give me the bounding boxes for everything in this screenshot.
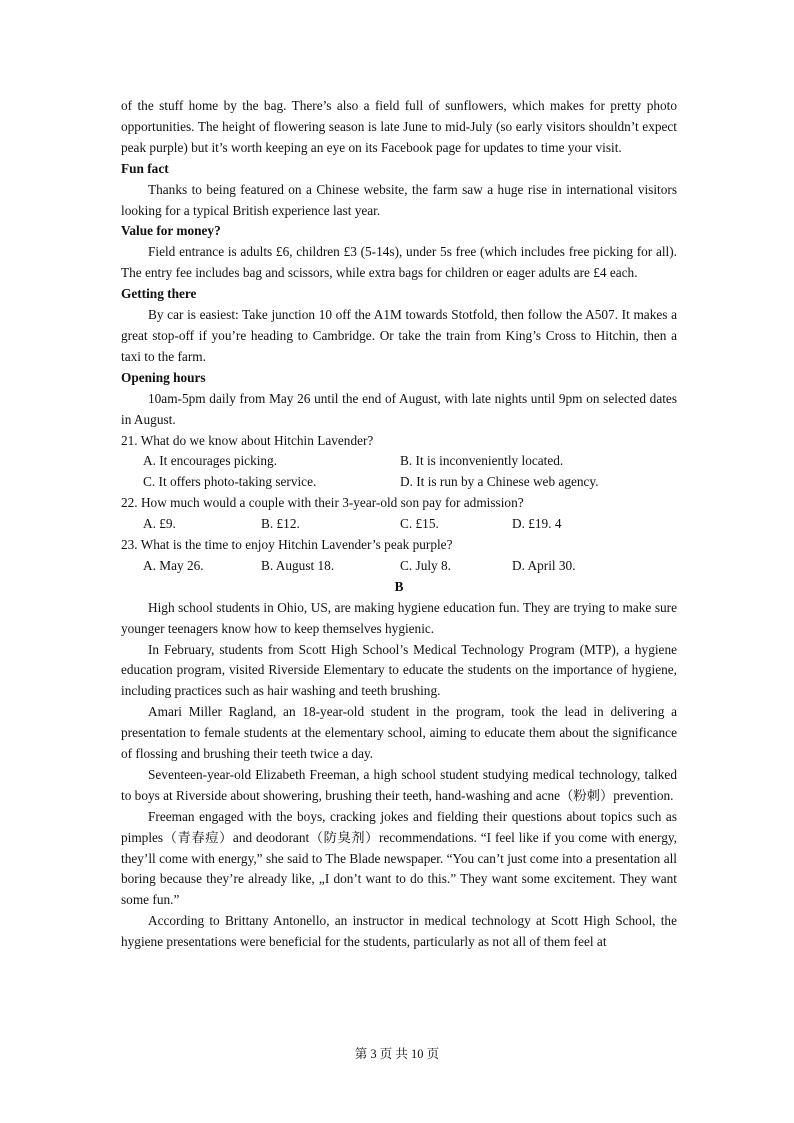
question-23-option-c: C. July 8. (400, 557, 451, 573)
value-text: Field entrance is adults £6, children £3 (5-14s), under 5s free (which includes free picking for all). The entry fee includes bag and scissors, while extra bags for children or eager adults are £4 each. (121, 244, 677, 281)
question-22-option-b: B. £12. (261, 516, 300, 532)
question-21-stem: 21. What do we know about Hitchin Lavender? (121, 432, 374, 448)
getting-there-text: By car is easiest: Take junction 10 off the A1M towards Stotfold, then follow the A507. It makes a great stop-off if you’re heading to Cambridge. Or take the train from King’s Cross to Hitchin, then a taxi to the farm. (121, 307, 677, 364)
question-21-options-row-2 (121, 472, 677, 493)
page-content (121, 96, 677, 953)
question-22-option-d: D. £19. 4 (512, 516, 562, 532)
question-23-option-d: D. April 30. (512, 557, 576, 573)
question-21-options-row-1 (121, 451, 677, 472)
question-22-options (121, 514, 677, 535)
question-23-option-a: A. May 26. (143, 557, 204, 573)
question-21-option-b: B. It is inconveniently located. (400, 453, 564, 469)
question-22-option-a: A. £9. (143, 516, 176, 532)
passage-b-paragraph: High school students in Ohio, US, are making hygiene education fun. They are trying to make sure younger teenagers know how to keep themselves hygienic. (121, 599, 677, 636)
question-23-options (121, 556, 677, 577)
question-22-option-c: C. £15. (400, 516, 439, 532)
passage-b-paragraph: Freeman engaged with the boys, cracking jokes and fielding their questions about topics such as pimples（青春痘）and deodorant（防臭剂）recommendations. “I feel like if you come with energy, they’ll come with energy,” she said to The Blade newspaper. “You can’t just come into a presentation all boring because they’re already like, „I don’t want to do this.” They want some excitement. They want some fun.” (121, 808, 677, 908)
question-23-stem: 23. What is the time to enjoy Hitchin Lavender’s peak purple? (121, 536, 453, 552)
passage-b-paragraph: Seventeen-year-old Elizabeth Freeman, a high school student studying medical technology, talked to boys at Riverside about showering, brushing their teeth, hand-washing and acne（粉刺）prevention. (121, 766, 677, 803)
page-number-footer: 第 3 页 共 10 页 (354, 1047, 440, 1061)
section-b-label: B (394, 578, 404, 594)
passage-a-intro-tail: of the stuff home by the bag. There’s also a field full of sunflowers, which makes for pretty photo opportunities. The height of flowering season is late June to mid-July (so early visitors shouldn’t expect peak purple) but it’s worth keeping an eye on its Facebook page for updates to time your visit. (121, 98, 677, 155)
question-21-option-d: D. It is run by a Chinese web agency. (400, 474, 599, 490)
fun-fact-text: Thanks to being featured on a Chinese website, the farm saw a huge rise in international visitors looking for a typical British experience last year. (121, 181, 677, 218)
passage-b-paragraph: According to Brittany Antonello, an instructor in medical technology at Scott High School, the hygiene presentations were beneficial for the students, particularly as not all of them feel at (121, 913, 677, 950)
question-23-option-b: B. August 18. (261, 557, 335, 573)
heading-fun-fact: Fun fact (121, 160, 169, 176)
opening-hours-text: 10am-5pm daily from May 26 until the end of August, with late nights until 9pm on selected dates in August. (121, 390, 677, 427)
heading-opening-hours: Opening hours (121, 369, 206, 385)
heading-value-for-money: Value for money? (121, 223, 221, 239)
passage-b-paragraph: In February, students from Scott High School’s Medical Technology Program (MTP), a hygiene education program, visited Riverside Elementary to educate the students on the importance of hygiene, including practices such as hair washing and teeth brushing. (121, 641, 677, 699)
passage-b-paragraph: Amari Miller Ragland, an 18-year-old student in the program, took the lead in delivering a presentation to female students at the elementary school, aiming to educate them about the significance of flossing and brushing their teeth twice a day. (121, 704, 677, 762)
heading-getting-there: Getting there (121, 286, 197, 302)
question-21-option-c: C. It offers photo-taking service. (143, 474, 317, 490)
question-21-option-a: A. It encourages picking. (143, 453, 278, 469)
question-22-stem: 22. How much would a couple with their 3-year-old son pay for admission? (121, 495, 524, 511)
